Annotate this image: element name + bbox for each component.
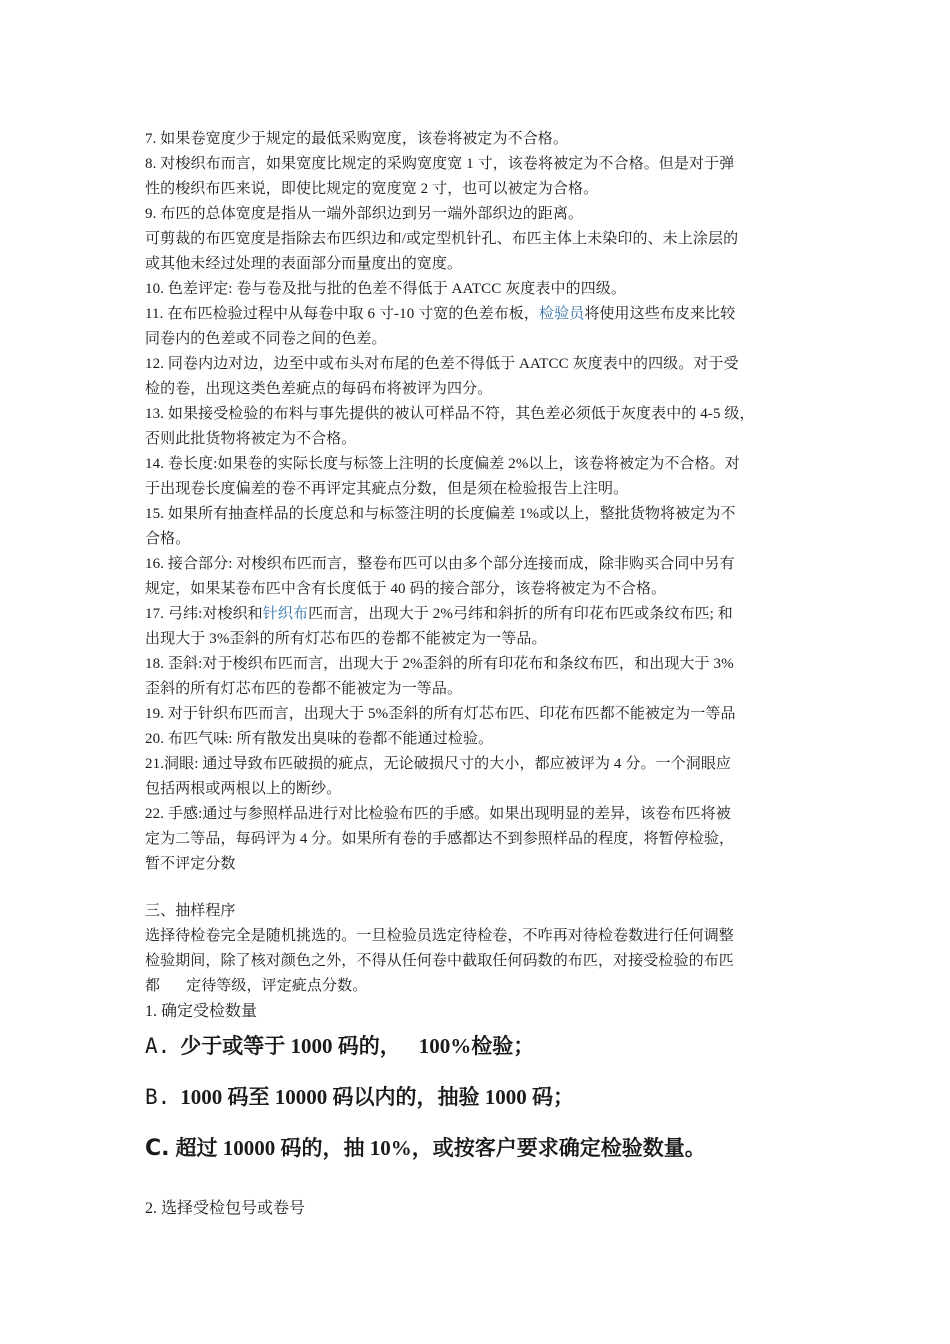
para-12-line-2: 检的卷，出现这类色差疵点的每码布将被评为四分。 — [145, 381, 493, 397]
para-17-after: 匹而言，出现大于 2%弓纬和斜折的所有印花布匹或条纹布匹; 和 — [308, 606, 733, 622]
rule-a — [145, 1031, 825, 1061]
para-13-line-1: 13. 如果接受检验的布料与事先提供的被认可样品不符，其色差必须低于灰度表中的 4-5 级， — [145, 406, 755, 422]
para-22-line-3: 暂不评定分数 — [145, 856, 236, 872]
para-11-after: 将使用这些布皮来比较 — [584, 306, 736, 322]
para-22-line-1: 22. 手感:通过与参照样品进行对比检验布匹的手感。如果出现明显的差异，该卷布匹将被 — [145, 806, 731, 822]
para-14-line-1: 14. 卷长度:如果卷的实际长度与标签上注明的长度偏差 2%以上，该卷将被定为不合格。对 — [145, 456, 740, 472]
rule-a-text: 少于或等于 1000 码的， — [180, 1034, 401, 1058]
para-22-line-2: 定为二等品，每码评为 4 分。如果所有卷的手感都达不到参照样品的程度，将暂停检验， — [145, 831, 735, 847]
subheading-inspection-quantity: 1. 确定受检数量 — [145, 1003, 258, 1020]
para-18-line-1: 18. 歪斜:对于梭织布匹而言，出现大于 2%歪斜的所有印花布和条纹布匹，和出现大于 3% — [145, 656, 734, 672]
para-cut-width-line-2: 或其他未经过处理的表面部分而量度出的宽度。 — [145, 256, 463, 272]
para-16-line-1: 16. 接合部分: 对梭织布匹而言，整卷布匹可以由多个部分连接而成，除非购买合同中另有 — [145, 556, 735, 572]
para-8-line-2: 性的梭织布匹来说，即使比规定的宽度宽 2 寸，也可以被定为合格。 — [145, 181, 599, 197]
section-3-line-3-start: 都 — [145, 978, 161, 994]
para-20: 20. 布匹气味: 所有散发出臭味的卷都不能通过检验。 — [145, 731, 494, 747]
section-3-line-1: 选择待检卷完全是随机挑选的。一旦检验员选定待检卷，不咋再对待检卷数进行任何调整 — [145, 928, 734, 944]
knit-fabric-link[interactable]: 针织布 — [262, 606, 309, 622]
rule-b — [145, 1082, 825, 1112]
rule-a-label: A. — [145, 1034, 171, 1058]
para-10: 10. 色差评定: 卷与卷及批与批的色差不得低于 AATCC 灰度表中的四级。 — [145, 281, 626, 297]
section-3-line-2: 检验期间，除了核对颜色之外，不得从任何卷中截取任何码数的布匹，对接受检验的布匹 — [145, 953, 734, 969]
para-9: 9. 布匹的总体宽度是指从一端外部织边到另一端外部织边的距离。 — [145, 206, 584, 222]
para-17-line-1 — [145, 602, 815, 627]
section-3-line-3-end: 定待等级，评定疵点分数。 — [186, 978, 368, 994]
para-14-line-2: 于出现卷长度偏差的卷不再评定其疵点分数，但是须在检验报告上注明。 — [145, 481, 629, 497]
para-17-text: 17. 弓纬:对梭织和 — [145, 606, 263, 622]
sampling-rules — [145, 1031, 825, 1184]
para-15-line-1: 15. 如果所有抽查样品的长度总和与标签注明的长度偏差 1%或以上，整批货物将被定为不 — [145, 506, 736, 522]
para-17-line-2: 出现大于 3%歪斜的所有灯芯布匹的卷都不能被定为一等品。 — [145, 631, 547, 647]
para-12-line-1: 12. 同卷内边对边，边至中或布头对布尾的色差不得低于 AATCC 灰度表中的四级。对于受 — [145, 356, 739, 372]
inspection-standards-body — [145, 127, 815, 1025]
para-8-line-1: 8. 对梭织布而言，如果宽度比规定的采购宽度宽 1 寸，该卷将被定为不合格。但是对于弹 — [145, 156, 735, 172]
para-15-line-2: 合格。 — [145, 531, 191, 547]
para-21-line-2: 包括两根或两根以上的断纱。 — [145, 781, 342, 797]
para-7: 7. 如果卷宽度少于规定的最低采购宽度，该卷将被定为不合格。 — [145, 131, 569, 147]
para-16-line-2: 规定，如果某卷布匹中含有长度低于 40 码的接合部分，该卷将被定为不合格。 — [145, 581, 667, 597]
subheading-select-rolls: 2. 选择受检包号或卷号 — [145, 1200, 306, 1217]
rule-a-tail: 100%检验； — [418, 1034, 535, 1058]
para-13-line-2: 否则此批货物将被定为不合格。 — [145, 431, 357, 447]
rule-c-label: C. — [145, 1136, 170, 1161]
para-11-line-2: 同卷内的色差或不同卷之间的色差。 — [145, 331, 387, 347]
para-18-line-2: 歪斜的所有灯芯布匹的卷都不能被定为一等品。 — [145, 681, 463, 697]
rule-b-label: B. — [145, 1085, 171, 1109]
inspector-link[interactable]: 检验员 — [539, 306, 585, 322]
para-21-line-1: 21.洞眼: 通过导致布匹破损的疵点，无论破损尺寸的大小，都应被评为 4 分。一个洞眼应 — [145, 756, 732, 772]
rule-c — [145, 1133, 825, 1163]
rule-b-text: 1000 码至 10000 码以内的，抽验 1000 码； — [180, 1085, 575, 1109]
para-cut-width-line-1: 可剪裁的布匹宽度是指除去布匹织边和/或定型机针孔、布匹主体上未染印的、未上涂层的 — [145, 231, 739, 247]
spacer — [145, 877, 815, 899]
para-11-text: 11. 在布匹检验过程中从每卷中取 6 寸-10 寸宽的色差布板， — [145, 306, 539, 322]
section-3-line-3 — [145, 974, 815, 999]
rule-c-text: 超过 10000 码的，抽 10%，或按客户要求确定检验数量。 — [175, 1136, 706, 1160]
section-3-heading: 三、抽样程序 — [145, 903, 236, 919]
para-11-line-1 — [145, 302, 815, 327]
para-19: 19. 对于针织布匹而言，出现大于 5%歪斜的所有灯芯布匹、印花布匹都不能被定为一等品 — [145, 706, 736, 722]
